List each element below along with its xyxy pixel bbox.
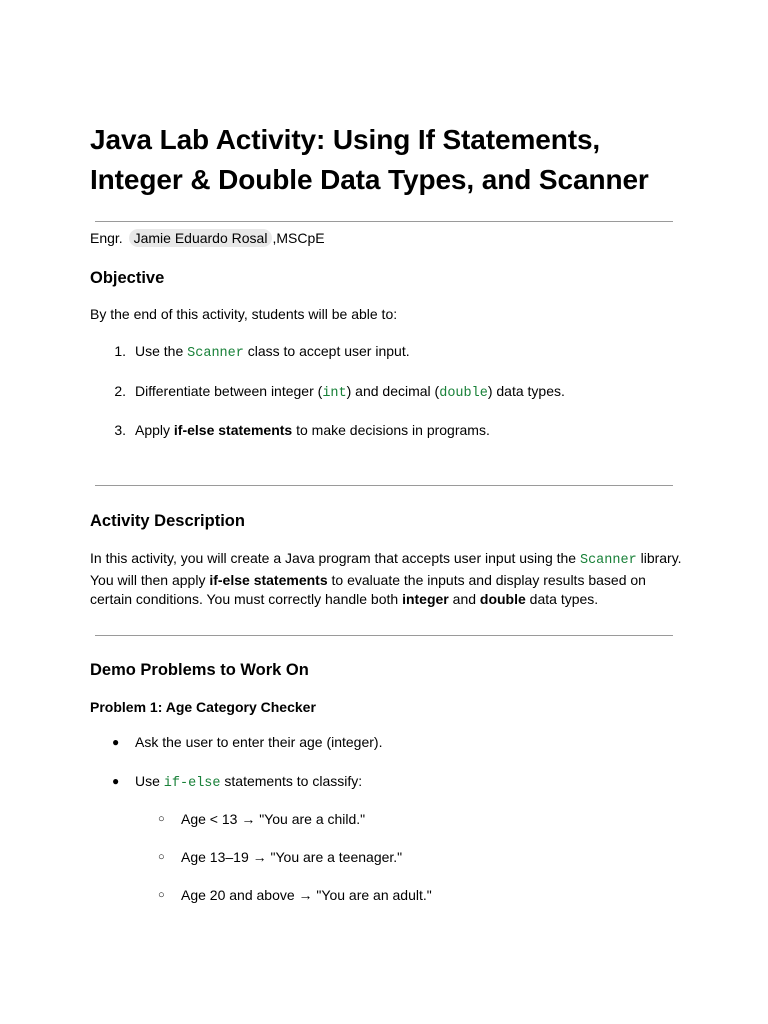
text-run: Differentiate between integer ( xyxy=(135,383,323,399)
text-run: Use the xyxy=(135,343,188,359)
activity-paragraph xyxy=(90,549,690,610)
text-run: to evaluate the inputs and display results based on certain conditions. You must correctly handle both xyxy=(90,571,646,607)
inline-code: double xyxy=(439,386,488,401)
bold-text: if-else statements xyxy=(173,422,293,438)
list-item-text: Age 20 and above → "You are an adult." xyxy=(181,887,432,903)
list-item-text xyxy=(135,382,565,403)
activity-heading: Activity Description xyxy=(90,512,245,530)
text-run: ) data types. xyxy=(487,383,565,399)
bullet-icon: ● xyxy=(112,735,120,749)
text-run: class to accept user input. xyxy=(243,343,410,359)
objective-intro: By the end of this activity, students will be able to: xyxy=(90,306,398,322)
demo-heading: Demo Problems to Work On xyxy=(90,661,309,679)
hollow-bullet-icon: ○ xyxy=(158,813,165,825)
list-number: 3. xyxy=(114,422,126,438)
list-item-text: Ask the user to enter their age (integer). xyxy=(135,734,383,750)
inline-code: if-else xyxy=(163,776,221,791)
text-run: library. You will then apply xyxy=(90,550,682,588)
hollow-bullet-icon: ○ xyxy=(158,889,165,901)
bold-text: double xyxy=(479,591,526,607)
bullet-icon: ● xyxy=(112,774,120,788)
text-run: data types. xyxy=(525,591,599,607)
list-item-text xyxy=(135,342,410,363)
bold-text: integer xyxy=(402,591,449,607)
inline-code: Scanner xyxy=(187,346,244,361)
list-item-text: Age < 13 → "You are a child." xyxy=(181,811,366,827)
text-run: In this activity, you will create a Java program that accepts user input using the xyxy=(90,550,580,566)
author-name-chip[interactable]: Jamie Eduardo Rosal xyxy=(129,229,273,247)
inline-code: int xyxy=(322,386,347,401)
divider xyxy=(95,221,673,222)
text-run: and xyxy=(448,591,480,607)
list-number: 1. xyxy=(114,343,126,359)
objective-heading: Objective xyxy=(90,269,165,287)
text-run: Apply xyxy=(135,422,174,438)
list-item-text xyxy=(135,772,362,793)
inline-code: Scanner xyxy=(579,553,637,568)
text-run: ) and decimal ( xyxy=(346,383,440,399)
list-item-text xyxy=(135,421,490,439)
list-item-text: Age 13–19 → "You are a teenager." xyxy=(181,849,403,865)
text-run: to make decisions in programs. xyxy=(292,422,490,438)
author-prefix: Engr. xyxy=(90,230,123,246)
author-line xyxy=(90,229,325,247)
list-number: 2. xyxy=(114,383,126,399)
text-run: statements to classify: xyxy=(220,773,363,789)
hollow-bullet-icon: ○ xyxy=(158,851,165,863)
text-run: Use xyxy=(135,773,164,789)
problem-heading: Problem 1: Age Category Checker xyxy=(90,699,316,715)
divider xyxy=(95,485,673,486)
bold-text: if-else statements xyxy=(209,571,328,588)
author-suffix: ,MSCpE xyxy=(272,230,325,246)
page-title: Java Lab Activity: Using If Statements, Integer & Double Data Types, and Scanner xyxy=(90,124,649,195)
divider xyxy=(95,635,673,636)
